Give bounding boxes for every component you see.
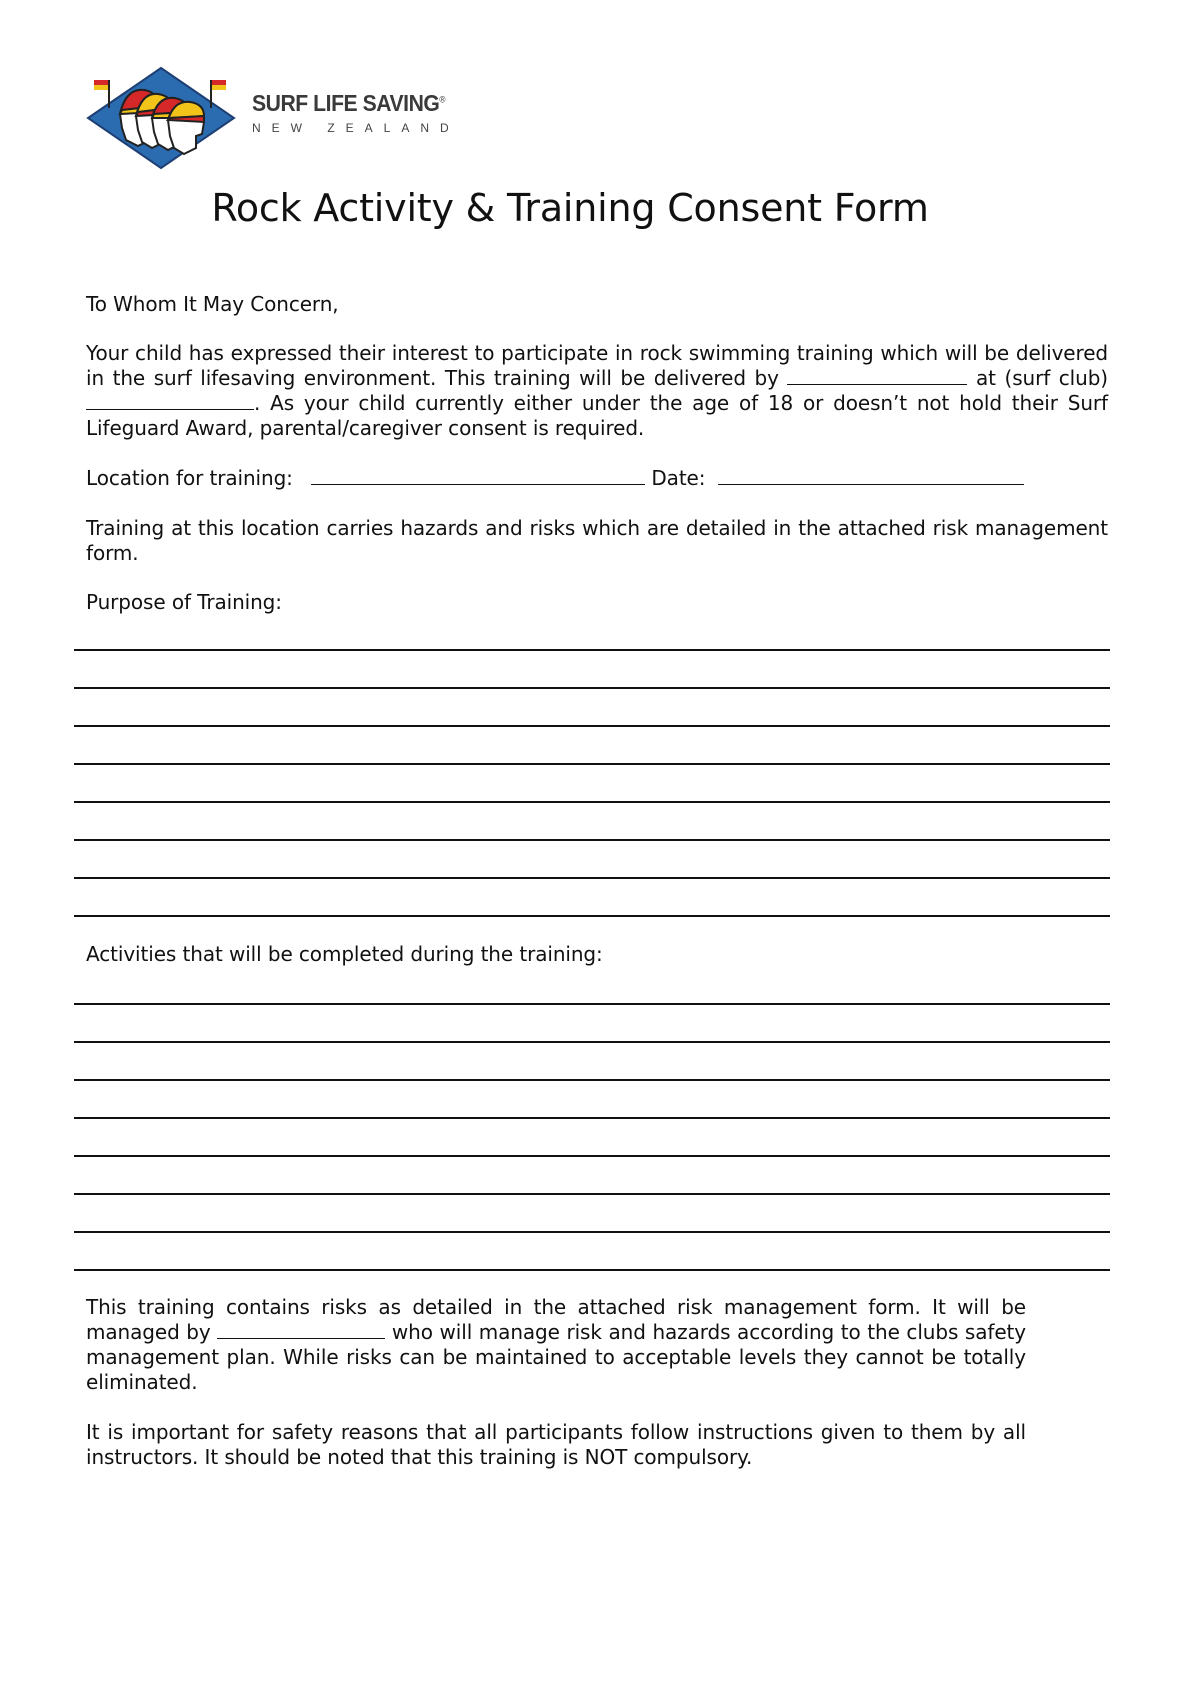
location-label: Location for training: — [86, 466, 293, 490]
purpose-line[interactable] — [74, 877, 1110, 879]
page-title: Rock Activity & Training Consent Form — [211, 186, 929, 230]
logo-subtitle: NEW ZEALAND — [252, 121, 460, 135]
registered-mark: ® — [439, 94, 446, 105]
risk-text-1: This training contains risks as detailed in the attached risk management form. It will be managed by — [86, 1295, 1026, 1344]
intro-text-2: at (surf club) — [976, 366, 1108, 390]
location-field[interactable] — [311, 466, 645, 485]
activities-line[interactable] — [74, 1193, 1110, 1195]
hazards-paragraph: Training at this location carries hazards and risks which are detailed in the attached risk management form. — [86, 516, 1108, 565]
intro-paragraph — [86, 341, 1108, 441]
instructions-paragraph: It is important for safety reasons that all participants follow instructions given to them by all instructors. It should be noted that this training is NOT compulsory. — [86, 1420, 1026, 1469]
intro-text-3: . As your child currently either under the age of 18 or doesn’t not hold their Surf Lifeguard Award, parental/caregiver consent is required. — [86, 391, 1108, 440]
instructor-name-field[interactable] — [787, 366, 967, 385]
activities-line[interactable] — [74, 1003, 1110, 1005]
activities-line[interactable] — [74, 1041, 1110, 1043]
logo-text — [252, 90, 472, 135]
purpose-line[interactable] — [74, 915, 1110, 917]
activities-line[interactable] — [74, 1155, 1110, 1157]
location-date-row — [86, 466, 1108, 491]
activities-line[interactable] — [74, 1269, 1110, 1271]
purpose-line[interactable] — [74, 839, 1110, 841]
activities-line[interactable] — [74, 1079, 1110, 1081]
purpose-line[interactable] — [74, 801, 1110, 803]
risk-paragraph — [86, 1295, 1026, 1395]
lifeguards-diamond-icon — [86, 66, 236, 170]
purpose-label: Purpose of Training: — [86, 590, 282, 614]
greeting: To Whom It May Concern, — [86, 292, 339, 316]
activities-line[interactable] — [74, 1231, 1110, 1233]
date-label: Date: — [651, 466, 706, 490]
purpose-line[interactable] — [74, 649, 1110, 651]
purpose-line[interactable] — [74, 725, 1110, 727]
surf-club-field[interactable] — [86, 391, 254, 410]
risk-manager-field[interactable] — [217, 1320, 385, 1339]
date-field[interactable] — [718, 466, 1024, 485]
logo-title: SURF LIFE SAVING® — [252, 90, 446, 116]
risk-text-2: who will manage risk and hazards according to the clubs safety management plan. While risks can be maintained to acceptable levels they cannot be totally eliminated. — [86, 1320, 1027, 1394]
logo — [86, 66, 466, 170]
activities-line[interactable] — [74, 1117, 1110, 1119]
purpose-line[interactable] — [74, 687, 1110, 689]
purpose-line[interactable] — [74, 763, 1110, 765]
activities-label: Activities that will be completed during the training: — [86, 942, 603, 966]
intro-text-1: Your child has expressed their interest to participate in rock swimming training which will be delivered in the surf lifesaving environment. This training will be delivered by — [86, 341, 1108, 390]
